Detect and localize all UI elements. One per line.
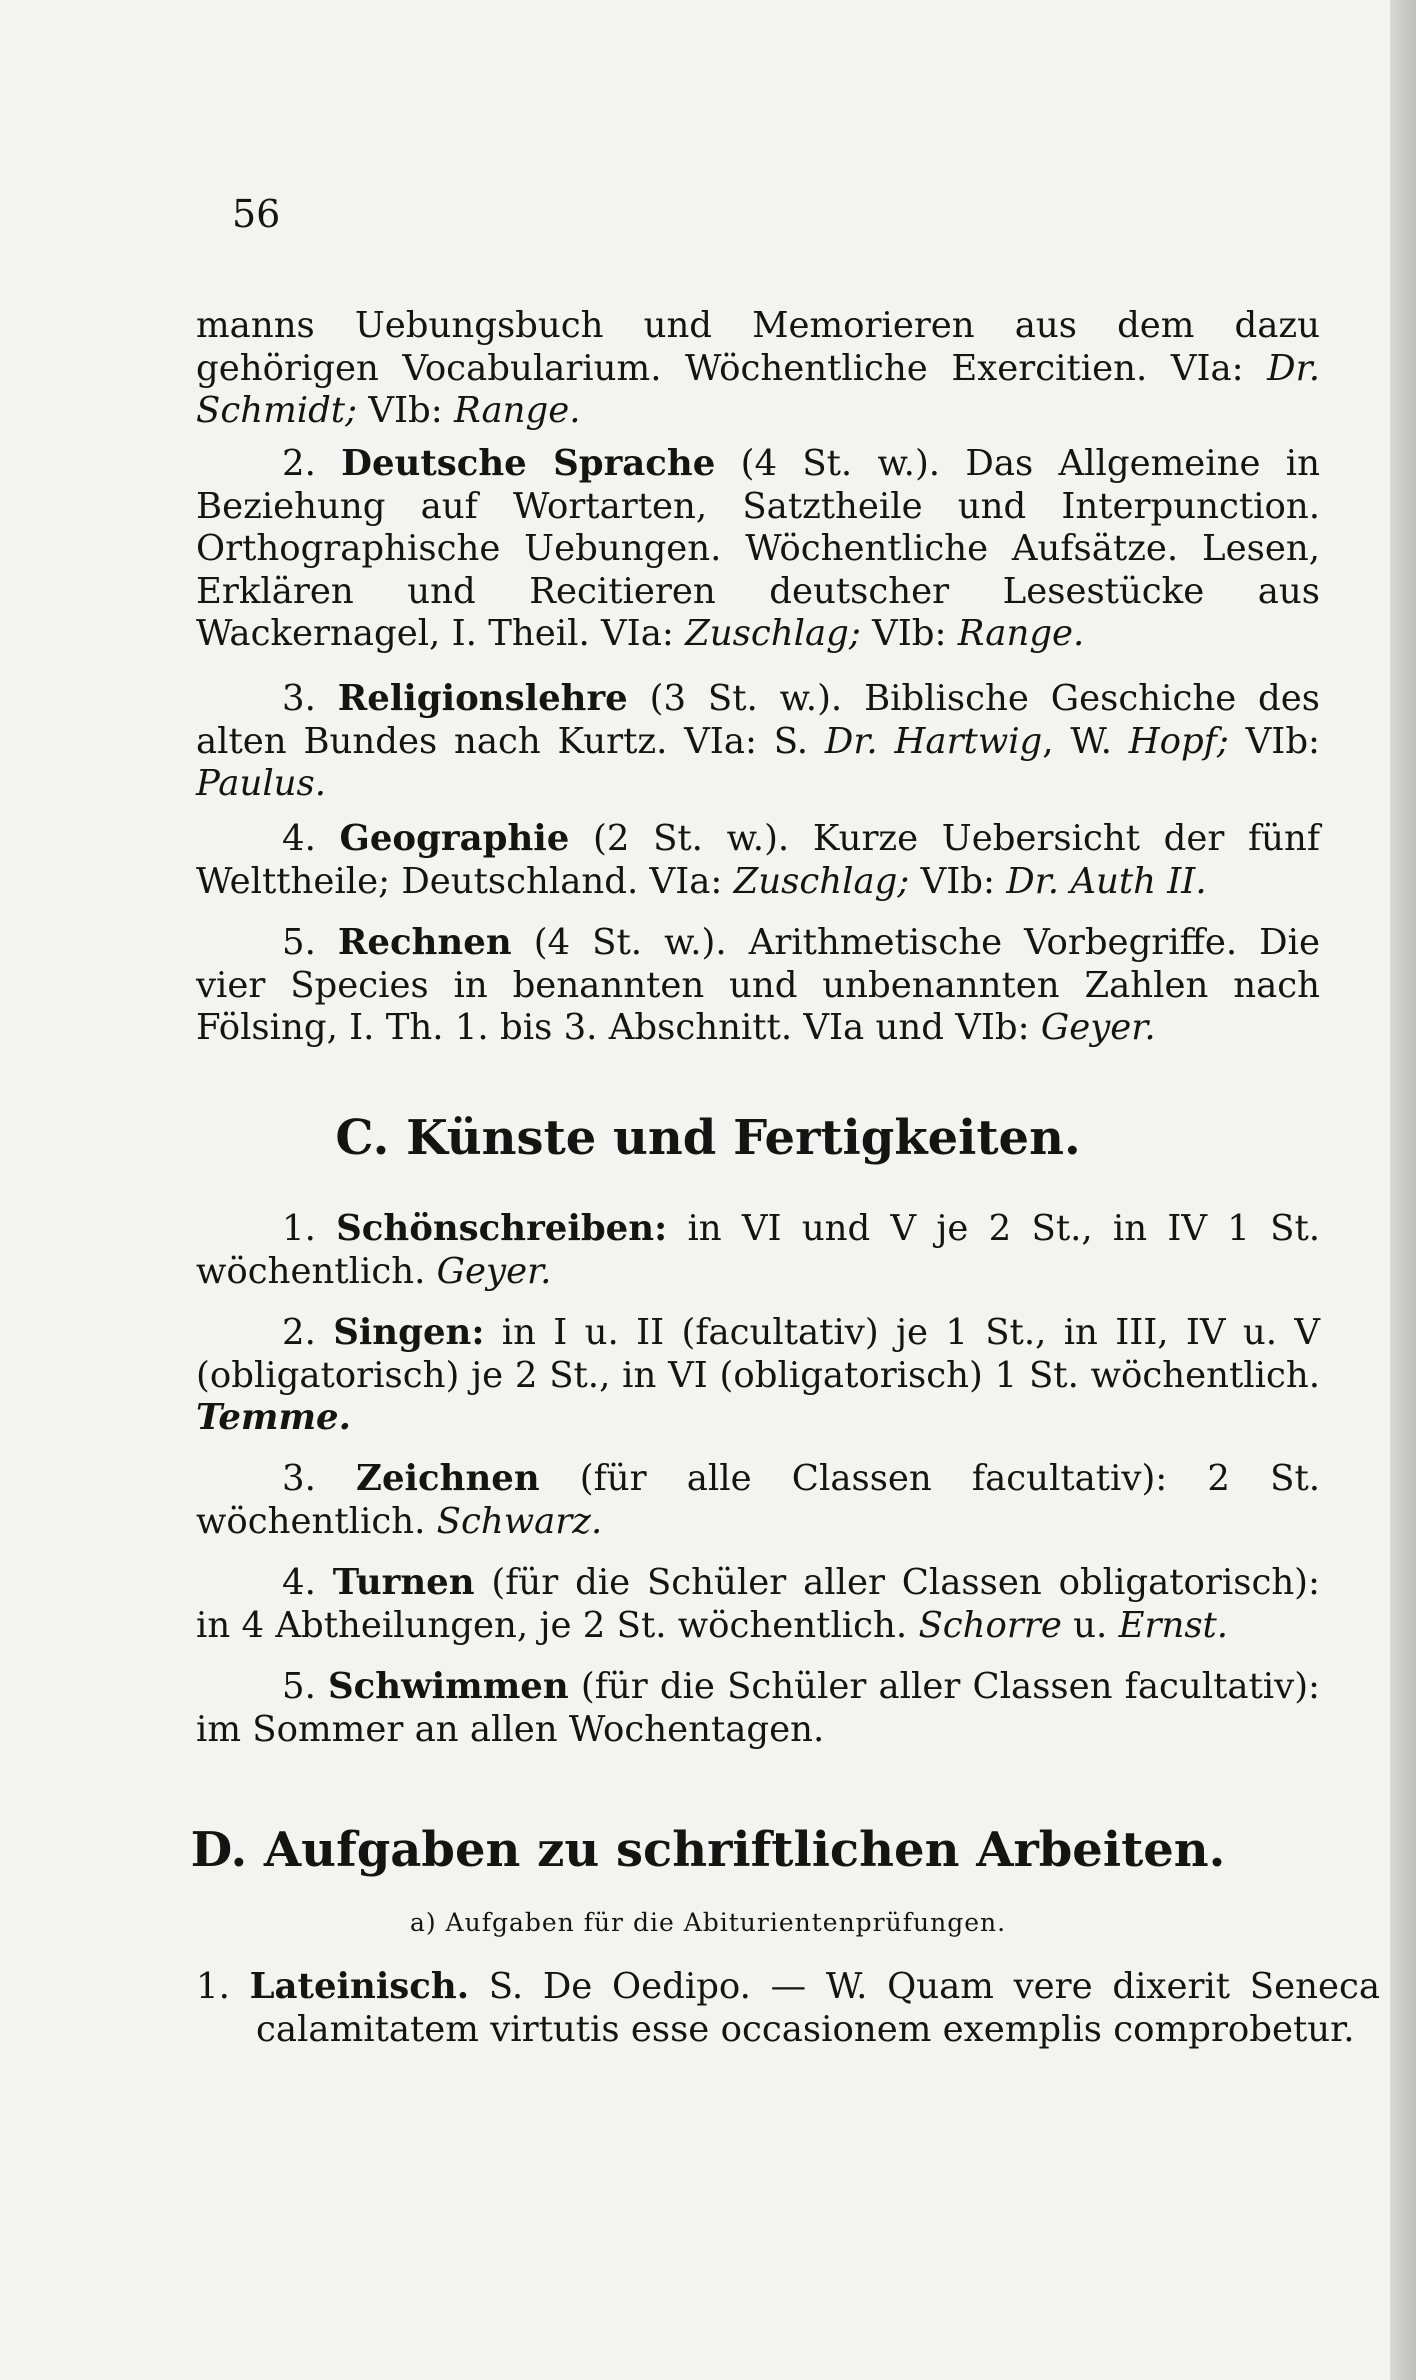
- paragraph-religionslehre: [196, 678, 1320, 806]
- teacher-name: Geyer.: [1040, 1007, 1156, 1048]
- paragraph-text: (für die Schüler aller Classen obligatorisch): in 4 Abtheilungen, je 2 St. wöchentlich.: [196, 1562, 1320, 1646]
- subject-title: Deutsche Sprache: [341, 443, 716, 484]
- paragraph-text: (2 St. w.). Kurze Uebersicht der fünf Welttheile; Deutschland. VIa:: [196, 818, 1321, 902]
- page-edge: [1390, 0, 1416, 2380]
- paragraph-text: in I u. II (facultativ) je 1 St., in III, IV u. V (obligatorisch) je 2 St., in VI (obligatorisch) 1 St. wöchentlich.: [196, 1312, 1320, 1396]
- paragraph-text: (für die Schüler aller Classen facultativ): im Sommer an allen Wochentagen.: [196, 1666, 1321, 1750]
- item-number: 2.: [282, 1312, 334, 1353]
- paragraph-rechnen: [196, 922, 1320, 1050]
- subject-title: Schwimmen: [328, 1666, 569, 1707]
- teacher-name: Hopf;: [1128, 720, 1229, 762]
- paragraph-geographie: [196, 818, 1320, 903]
- paragraph-schwimmen: [196, 1666, 1320, 1751]
- subject-title: Lateinisch.: [249, 1966, 470, 2007]
- paragraph-turnen: [196, 1562, 1320, 1647]
- teacher-name: Geyer.: [436, 1250, 552, 1292]
- teacher-name: Schwarz.: [436, 1500, 603, 1542]
- subject-title: Rechnen: [337, 922, 512, 963]
- paragraph-singen: [196, 1312, 1320, 1440]
- paragraph-continuation: [196, 305, 1320, 433]
- subsection-heading-a: a) Aufgaben für die Abiturientenprüfungen.: [409, 1908, 1007, 1937]
- paragraph-text: , W.: [1042, 720, 1129, 762]
- paragraph-text: u.: [1061, 1604, 1119, 1646]
- section-heading-c: C. Künste und Fertigkeiten.: [335, 1110, 1081, 1166]
- item-number: 4.: [282, 818, 340, 859]
- paragraph-deutsche-sprache: [196, 443, 1320, 656]
- item-number: 2.: [282, 443, 342, 484]
- item-number: 5.: [282, 922, 338, 963]
- teacher-name: Dr. Auth II.: [1006, 860, 1207, 902]
- paragraph-zeichnen: [196, 1458, 1320, 1543]
- paragraph-text: in VI und V je 2 St., in IV 1 St. wöchentlich.: [196, 1208, 1320, 1292]
- teacher-name: Dr. Hartwig: [824, 720, 1043, 762]
- item-number: 3.: [282, 678, 338, 719]
- paragraph-text: VIb:: [860, 613, 958, 654]
- continuation-text: manns Uebungsbuch und Memorieren aus dem dazu gehörigen Vocabularium. Wöchentliche Exercitien. VIa:: [196, 305, 1320, 389]
- teacher-name: Range.: [957, 613, 1085, 654]
- teacher-name: Range.: [453, 390, 581, 431]
- teacher-name: Temme.: [196, 1397, 352, 1438]
- paragraph-text: (4 St. w.). Arithmetische Vorbegriffe. Die vier Species in benannten und unbenannten Zahlen nach Fölsing, I. Th. 1. bis 3. Abschnitt. VIa und VIb:: [196, 922, 1320, 1048]
- subject-title: Schönschreiben:: [336, 1208, 668, 1249]
- teacher-name: Paulus.: [196, 763, 327, 804]
- teacher-name: Zuschlag;: [733, 860, 910, 902]
- item-number: 1.: [196, 1966, 250, 2007]
- teacher-name: Dr. Schmidt;: [196, 347, 1320, 431]
- item-number: 5.: [282, 1666, 329, 1707]
- paragraph-text: (3 St. w.). Biblische Geschiche des alten Bundes nach Kurtz. VIa: S.: [196, 678, 1321, 762]
- paragraph-text: S. De Oedipo. — W. Quam vere dixerit Seneca calamitatem virtutis esse occasionem exemplis comprobetur.: [256, 1966, 1381, 2050]
- subject-title: Geographie: [339, 818, 570, 859]
- continuation-text: VIb:: [357, 390, 454, 431]
- item-number: 3.: [282, 1458, 357, 1499]
- paragraph-text: (4 St. w.). Das Allgemeine in Beziehung auf Wortarten, Satztheile und Interpunction. Orthographische Uebungen. Wöchentliche Aufsätze. Lesen, Erklären und Recitieren deutscher Lesestücke aus Wackernagel, I. Theil. VIa:: [196, 443, 1320, 654]
- teacher-name: Zuschlag;: [685, 613, 861, 654]
- subject-title: Singen:: [333, 1312, 485, 1353]
- paragraph-text: VIb:: [909, 860, 1007, 902]
- subject-title: Zeichnen: [356, 1458, 540, 1499]
- teacher-name: Ernst.: [1118, 1604, 1229, 1646]
- page-number: 56: [232, 192, 281, 236]
- paragraph-text: VIb:: [1228, 720, 1321, 762]
- subject-title: Religionslehre: [337, 678, 628, 719]
- paragraph-schoenschreiben: [196, 1208, 1320, 1293]
- item-number: 4.: [282, 1562, 333, 1603]
- teacher-name: Schorre: [918, 1604, 1062, 1646]
- item-number: 1.: [282, 1208, 337, 1249]
- paragraph-lateinisch: [196, 1966, 1380, 2051]
- subject-title: Turnen: [332, 1562, 475, 1603]
- paragraph-text: (für alle Classen facultativ): 2 St. wöchentlich.: [196, 1458, 1321, 1542]
- section-heading-d: D. Aufgaben zu schriftlichen Arbeiten.: [190, 1822, 1226, 1878]
